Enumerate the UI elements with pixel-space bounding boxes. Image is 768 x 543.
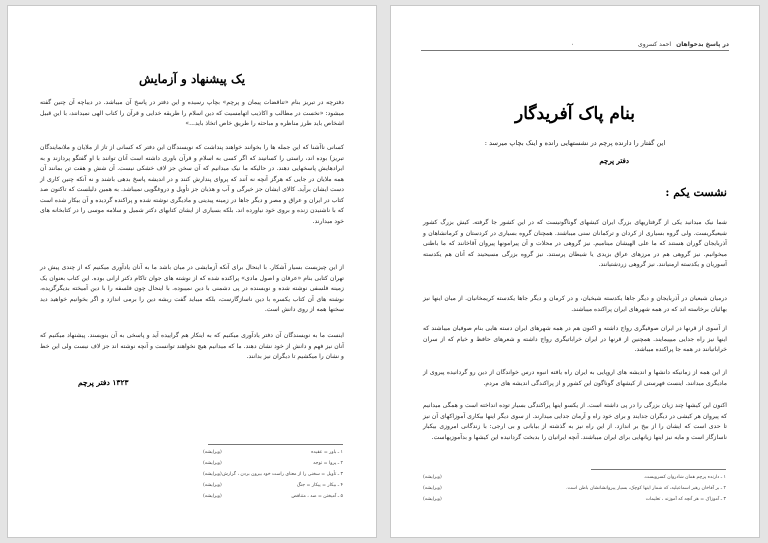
footnote-text: ۲ ـ پروا = توجه (313, 461, 343, 466)
footnote (203, 450, 343, 458)
footnote-text: ۱ ـ باور = عقیده (311, 450, 343, 455)
footnote (203, 461, 343, 469)
paragraph: از این همه از زمانیکه دانشها و اندیشه های اروپایی به ایران راه یافته انبوه درس خواندگان از دین رو گردانیده پیروی از مادیگری میدانند. اینست فهرستی از کیشهای گوناگون این کشور و از پراکندگی اندیشه های مردم. (423, 369, 727, 387)
footnote-text: ۵ ـ آمیختن = ضد ، متناقض (291, 494, 343, 499)
running-header (421, 36, 729, 51)
footnote-source: (ویرایشه) (423, 486, 442, 491)
page-title: یک پیشنهاد و آزمایش (138, 72, 246, 86)
footnote-source: (ویرایشه) (203, 472, 222, 477)
signature: ۱۳۲۳ دفتر پرچم (78, 378, 129, 387)
footnote-divider (591, 469, 726, 470)
footnote (423, 486, 726, 494)
header-book-title: در پاسخ بدخواهان (676, 41, 729, 48)
footnote-source: (ویرایشه) (423, 475, 442, 480)
footnote-source: (ویرایشه) (203, 461, 222, 466)
footnote (423, 475, 726, 483)
section-heading: نشست یکم : (665, 186, 727, 199)
footnote-text: ۳ ـ تأویل = سخنی را از معنای راست خود بیرون بردن ، گزارش (222, 472, 343, 477)
paragraph: درمیان شیعیان در آذربایجان و دیگر جاها یکدسته شیخیان، و در کرمان و دیگر جاها یکدسته کریمخانیان. از میان اینها نیز بهائیان برخاسته اند که در همه شهرهای ایران پراکنده میباشند. (423, 295, 727, 313)
footnote (203, 472, 343, 480)
subtitle: این گفتار را دارنده پرچم در نشستهایی رانده و اینک بچاپ میرسد : (484, 139, 666, 147)
footnote-source: (ویرایشه) (203, 494, 222, 499)
document-page-left (7, 5, 377, 538)
footnote-source: (ویرایشه) (203, 450, 222, 455)
document-page-right (390, 5, 760, 538)
subtitle-signature: دفتر پرچم (599, 156, 629, 165)
footnote-source: (ویرایشه) (423, 497, 442, 502)
footnote-text: ۴ ـ بیکار = پیکار = جنگ (296, 483, 343, 488)
header-title (638, 41, 729, 48)
footnote (203, 494, 343, 502)
page-title: بنام پاک آفریدگار (515, 104, 635, 124)
paragraph: شما نیک میدانید یکی از گرفتاریهای بزرگ ایران کیشهای گوناگونیست که در این کشور جا گرفته. کیش بزرگ کشور شیعیگریست. ولی گروه بسیاری از کردان و ترکمانان سنی میباشند. همچنان گروه بسیاری در کردستان و کرمانشاهان و آذربایجان گوران هستند که ما علی الهیشان مینامیم. نیز گروهی در محلات و آن پیرامونها پیروان آقاخانند که ما باطنی میخوانیم. نیز گروهی هم در مرزهای عراق بزیدی یا شیطان پرستند. نیز گروه بزرگی مسیحیند که آنان هم یکدسته آسوریان و یکدسته ارمنیانند. نیز گروهی زردشتیانند. (423, 219, 727, 268)
page-number: ۰ (571, 41, 575, 48)
paragraph: اینست ما به نویسندگان آن دفتر یادآوری میکنیم که به اینکار هم گراییده آید و پاسخی به آن بنویسند. پیشنهاد میکنیم که آنان نیز فهم و دانش از خود نشان دهند. ما که میدانیم هیچ نخواهند توانست و آنچه نوشته اند جز لاف نیست ولی این خط و نشان را میکشیم تا دیگران نیز بدانند. (40, 332, 344, 360)
footnote (203, 483, 343, 491)
header-author: احمد کسروی (638, 41, 672, 48)
footnote-text: ۳ ـ آموزاک = هر آنچه که آموزند ، تعلیمات (645, 497, 726, 502)
paragraph: از این چیزیست بسیار آشکار. با اینحال برای آنکه آزمایشی در میان باشد ما به آنان یادآوری میکنیم که از چندی پیش در تهران کتابی بنام «عرفان و اصول مادی» پراکنده شده که از نوشته های جوان تاکام دکتر ارانی بوده. این کتاب بعنوان یک زمینه فلسفی نوشته شده و نویسنده در پی دشمنی با دین نمیبوده. با اینحال چون فلسفه را با دین آمیخته بدیگرگزیده، نوشته های آن کتاب یکسره با دین ناسازگارست، بلکه میباید گفت ریشه دین را برمی اندازد و اگر بخوانیم خواهید دید سخنها همه از روی دانش است. (40, 264, 344, 313)
paragraph: کسانی ناآشنا که این جمله ها را بخوانند خواهند پنداشت که نویسندگان این دفتر که کسانی از تاز از ملایان و ملانمایندگان تبریز) بوده اند، راستی را کسانیند که اگر کسی به اسلام و قرآن باوری داشته است آنان توانند با او گفتگو پردازند و به ایرادهایش پاسخهایی دهند. در حالیکه ما نیک میدانیم که آن سخن جز لاف خشکی نیست. آن شش و هفت تن بمانند آن همه ملایان در جایی که هرگز آنچه نه آنند که پروای پندارش کنند و در اندیشه پاسخ بدهی باشند و نه آنکه چنین کاری از دست ایشان برآید. کالای ایشان جز خیرگی و آب و هذیان جز تأویل و دروغگویی نمیباشد. به همین دلیلست که تاکنون صد کتاب در ایران و عراق و مصر و دیگر جاها در زمینه پیدینی و مادیگری نوشته شده و پراکنده گردیده و آن بیکار شده است که با ناشنیدن زنده و بروی خود نیاورده اند. بلکه بسیاری از ایشان کتابهای دکتر شمیل و سلامه موسی را در کتابخانه های خود میدارند. (40, 144, 344, 225)
footnote (423, 497, 726, 505)
footnote-source: (ویرایشه) (203, 483, 222, 488)
paragraph: اکنون این کیشها چند زیان بزرگی را در پی داشته است. از یکسو اینها پراکندگی بسیار توده انداخته است و همگی میدانیم که پیروان هر کیشی در دیگران جدایند و برای خود راه و آرمان جدایی میدارند. از سوی دیگر اینها بیکاری آموزاکهای آن نیز تا حدی است که ایشان را از بیخ بر اندازد. از این راه نیز به گذشته از بیابانی و بی ارجی: با زندگانی امروزی بیکبار ناسازگار است و مایه نیز اینها زیانهایی برای ایران میباشند. آنچه ایرانیان را بدبخت گردانیده این کیشها و بدآموزیهاست. (423, 402, 727, 441)
paragraph: از آسوی از قرنها در ایران صوفیگری رواج داشته و اکنون هم در همه شهرهای ایران دسته هایی بنام صوفیان میباشند که اینها نیز راه جدایی میپیمایند. همچنین از قرنها در ایران خراباتیگری رواج داشته و شعرهای حافظ و خیام که از سران خراباتیانند در همه جا پراکنده میباشد. (423, 325, 727, 353)
footnote-text: ۲ ـ بر آقاخان رهبر اسماعیلیه، که شمار اینها کوچک، بسیار پیروانشانشان باطن است. (566, 486, 726, 491)
paragraph: دفترچه در تبریز بنام «تناقضات پیمان و پرچم» بچاپ رسیده و این دفتر در پاسخ آن میباشد. در دیباچه آن چنین گفته میشود: «نخست در مطالب و اکاذیب اتهامسیت که دین اسلام را طریقه خدایی و قرآن را کتاب الهی نمیدانند، با این قبیل اشخاص باید طرز مناظره و مباحثه را طریق خاص اتخاذ باید...» (40, 99, 344, 127)
footnote-text: ۱ ـ دارنده پرچم همان شادروان کسرویست. (643, 475, 726, 480)
footnote-divider (208, 444, 343, 445)
